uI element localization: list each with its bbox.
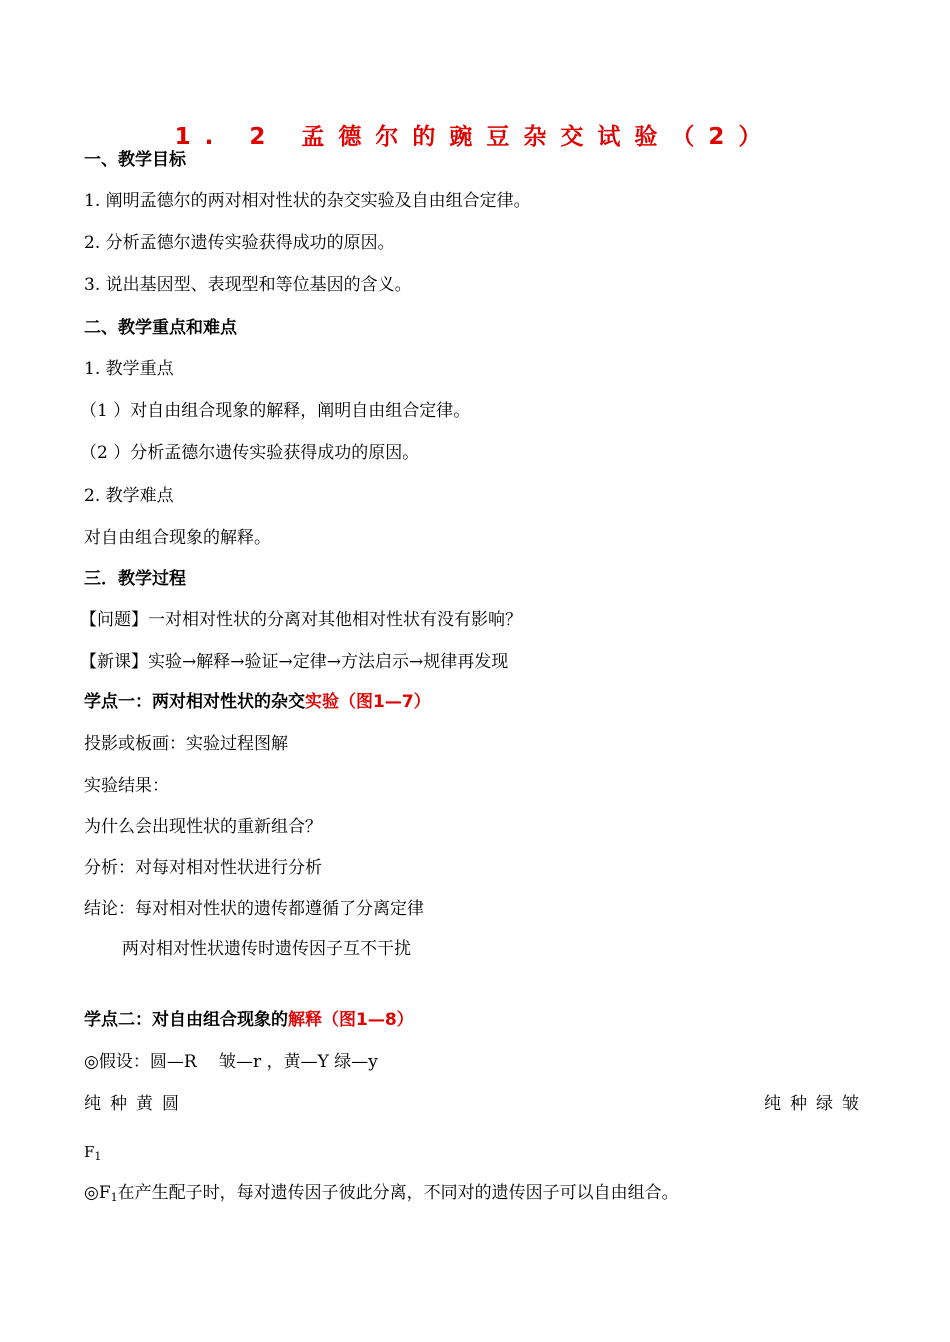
learning-point-1-red-label: 实验（图1—7） <box>305 692 431 712</box>
difficulty-heading: 2. 教学难点 <box>84 486 174 506</box>
learning-point-1-heading <box>84 690 431 714</box>
key-point-2: （2 ）分析孟德尔遗传实验获得成功的原因。 <box>80 443 420 463</box>
projection-line: 投影或板画：实验过程图解 <box>84 734 288 754</box>
pure-yellow-round-label: 纯种黄圆 <box>84 1094 188 1114</box>
result-line: 实验结果： <box>84 776 169 796</box>
key-point-1: （1 ）对自由组合现象的解释，阐明自由组合定律。 <box>80 401 471 421</box>
hypothesis-line: ◎假设：圆—R 皱—r ，黄—Y 绿—y <box>84 1052 378 1072</box>
f1-letter: F <box>84 1143 95 1161</box>
section-heading-goals: 一、教学目标 <box>84 150 186 170</box>
learning-point-2-red-label: 解释（图1—8） <box>288 1010 414 1030</box>
conclusion-line-2: 两对相对性状遗传时遗传因子互不干扰 <box>122 939 411 959</box>
learning-point-1-label: 学点一：两对相对性状的杂交 <box>84 692 305 712</box>
section-heading-process: 三．教学过程 <box>84 569 186 589</box>
page-title: 1. 2 孟德尔的豌豆杂交试验（2） <box>174 124 776 150</box>
section-heading-key-points: 二、教学重点和难点 <box>84 318 237 338</box>
conclusion-line-1: 结论：每对相对性状的遗传都遵循了分离定律 <box>84 899 424 919</box>
f1-gamete-line <box>84 1181 679 1210</box>
f1-gamete-subscript: 1 <box>110 1191 118 1204</box>
why-line: 为什么会出现性状的重新组合？ <box>84 817 322 837</box>
f1-subscript: 1 <box>94 1150 102 1163</box>
goal-item-1: 1. 阐明孟德尔的两对相对性状的杂交实验及自由组合定律。 <box>84 191 531 211</box>
new-lesson-line: 【新课】实验→解释→验证→定律→方法启示→规律再发现 <box>80 652 509 672</box>
f1-label <box>84 1140 101 1169</box>
learning-point-2-label: 学点二：对自由组合现象的 <box>84 1010 288 1030</box>
question-line: 【问题】一对相对性状的分离对其他相对性状有没有影响？ <box>80 610 522 630</box>
key-points-heading: 1. 教学重点 <box>84 359 174 379</box>
goal-item-2: 2. 分析孟德尔遗传实验获得成功的原因。 <box>84 233 395 253</box>
learning-point-2-heading <box>84 1008 414 1032</box>
f1-gamete-prefix: ◎F <box>84 1183 111 1203</box>
difficulty-item: 对自由组合现象的解释。 <box>84 528 271 548</box>
f1-gamete-text: 在产生配子时，每对遗传因子彼此分离，不同对的遗传因子可以自由组合。 <box>117 1183 679 1203</box>
pure-green-wrinkled-label: 纯种绿皱 <box>764 1094 868 1114</box>
goal-item-3: 3. 说出基因型、表现型和等位基因的含义。 <box>84 275 412 295</box>
analysis-line: 分析：对每对相对性状进行分析 <box>84 858 322 878</box>
